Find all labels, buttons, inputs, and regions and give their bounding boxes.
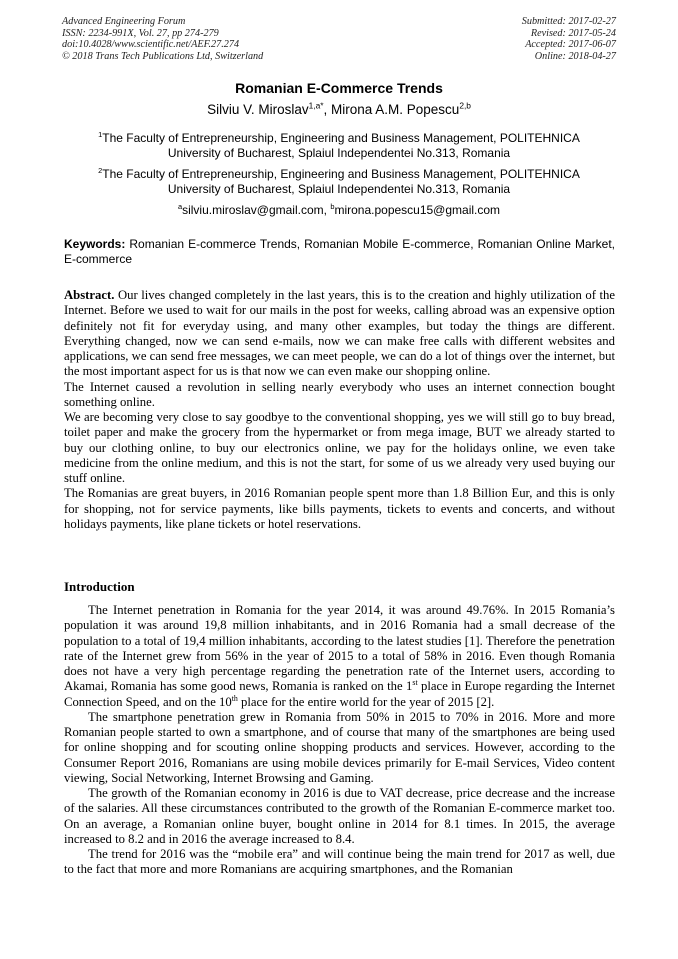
abstract-paragraph: [64, 288, 615, 380]
author-affiliation-marker: 1,a*: [308, 100, 324, 111]
affiliation-marker: 1: [98, 130, 103, 139]
affiliation: [0, 131, 678, 161]
date-submitted: Submitted: 2017-02-27: [521, 16, 616, 27]
affiliation-marker: 2: [98, 166, 103, 175]
paragraph-text: The Internet penetration in Romania for the year 2014, it was around 49.76%. In 2015 Romania’s population it was around 19,8 million inhabitants, and in 2016 Romania had a small decrease of the population to a total of 19,4 million inhabitants, according to the latest studies [1]. Therefore the penetration rate of the Internet grew from 56% in the year of 2015 to a total of 58% in 2016. Even though Romania does not have a very high percentage regarding the penetration rate of the Internet users, according to Akamai, Romania has some good news, Romania is ranked on the 1: [64, 603, 615, 694]
abstract-text: Our lives changed completely in the last years, this is to the creation and highly utilization of the Internet. Before we used to wait for our mails in the post for weeks, calling abroad was an expensive option definitely not fit for everyday using, and many other examples, but today the things are different. Everything changed, now we can send e-mails, now we can make free calls with different websites and applications, we can send free messages, we can meet people, we can do a lot of things over the internet, but the most important aspect for us is that now we can even make our shopping online.: [64, 288, 615, 379]
submission-dates: [522, 16, 616, 62]
email-marker: b: [330, 202, 335, 211]
journal-doi: doi:10.4028/www.scientific.net/AEF.27.274: [62, 39, 240, 50]
journal-info: [62, 16, 263, 62]
email-separator: ,: [323, 203, 331, 217]
abstract-paragraph: We are becoming very close to say goodbye to the conventional shopping, yes we will still go to buy bread, toilet paper and make the grocery from the hypermarket or from mega image, BUT we already started to buy our clothing online, to buy our electronics online, we pay for the holidays online, we even take medicine from the online medium, and this is not the start, for some of us we already very used buying our stuff online.: [64, 410, 615, 485]
ordinal-suffix: th: [231, 693, 238, 703]
journal-copyright: © 2018 Trans Tech Publications Ltd, Switzerland: [62, 50, 264, 62]
author-email-link[interactable]: mirona.popescu15@gmail.com: [334, 203, 501, 217]
affiliation-line: University of Bucharest, Splaiul Independentei No.313, Romania: [167, 182, 511, 196]
journal-issn: ISSN: 2234-991X, Vol. 27, pp 274-279: [62, 27, 219, 39]
keywords-section: [64, 237, 615, 267]
author-affiliation-marker: 2,b: [459, 100, 471, 111]
body-paragraph: The trend for 2016 was the “mobile era” and will continue being the main trend for 2017 as well, due to the fact that more and more Romanians are acquiring smartphones, and the Romanian: [64, 847, 615, 877]
author-name: Silviu V. Miroslav: [207, 102, 309, 117]
affiliation-line: University of Bucharest, Splaiul Independentei No.313, Romania: [167, 146, 511, 160]
email-marker: a: [177, 202, 183, 211]
author-email-link[interactable]: silviu.miroslav@gmail.com: [182, 203, 324, 217]
section-heading-introduction: Introduction: [64, 579, 135, 594]
date-revised: Revised: 2017-05-24: [530, 27, 616, 39]
introduction-section: [64, 603, 615, 959]
author-separator: ,: [323, 102, 331, 117]
ordinal-suffix: st: [412, 678, 418, 688]
body-paragraph: The growth of the Romanian economy in 2016 is due to VAT decrease, price decrease and the increase of the salaries. All these circumstances contributed to the growth of the Romanian E-commerce market too. On an average, a Romanian online buyer, bought online in 2014 for 8.1 times. In 2015, the average increased to 8.2 and in 2016 the average increased to 8.4.: [64, 786, 615, 846]
affiliation-line: The Faculty of Entrepreneurship, Engineering and Business Management, POLITEHNICA: [102, 167, 580, 181]
abstract-section: [64, 288, 615, 532]
paragraph-text: place for the entire world for the year of 2015 [2].: [237, 694, 495, 709]
journal-name: Advanced Engineering Forum: [62, 16, 186, 27]
abstract-paragraph: The Romanias are great buyers, in 2016 Romanian people spent more than 1.8 Billion Eur, and this is only for shopping, not for service payments, like bills payments, tickets to events and concerts, and without holidays payments, like plane tickets or hotel reservations.: [64, 486, 615, 531]
author-emails: [0, 203, 678, 218]
paper-title: Romanian E-Commerce Trends: [235, 80, 443, 96]
abstract-label: Abstract.: [64, 288, 115, 302]
author-name: Mirona A.M. Popescu: [331, 102, 460, 117]
affiliation-line: The Faculty of Entrepreneurship, Engineering and Business Management, POLITEHNICA: [102, 131, 580, 145]
body-paragraph: The smartphone penetration grew in Romania from 50% in 2015 to 70% in 2016. More and more Romanian people started to own a smartphone, and of course that many of the smartphones are being used for online shopping and for scouting online shopping products and services. However, according to the Consumer Report 2016, Romanians are using mobile devices primarily for E-mail Services, Video content viewing, Social Networking, Internet Browsing and Gaming.: [64, 709, 615, 785]
keywords-text: Romanian E-commerce Trends, Romanian Mobile E-commerce, Romanian Online Market, E-commerce: [64, 237, 615, 267]
body-paragraph: [64, 603, 615, 710]
affiliation: [0, 167, 678, 197]
paragraph-text: place in Europe regarding the Internet Connection Speed, and on the 10: [64, 679, 615, 709]
date-accepted: Accepted: 2017-06-07: [525, 39, 616, 50]
date-online: Online: 2018-04-27: [534, 50, 616, 62]
author-line: [0, 101, 678, 118]
abstract-paragraph: The Internet caused a revolution in selling nearly everybody who uses an internet connection bought something online.: [64, 379, 615, 409]
keywords-label: Keywords:: [64, 237, 126, 251]
